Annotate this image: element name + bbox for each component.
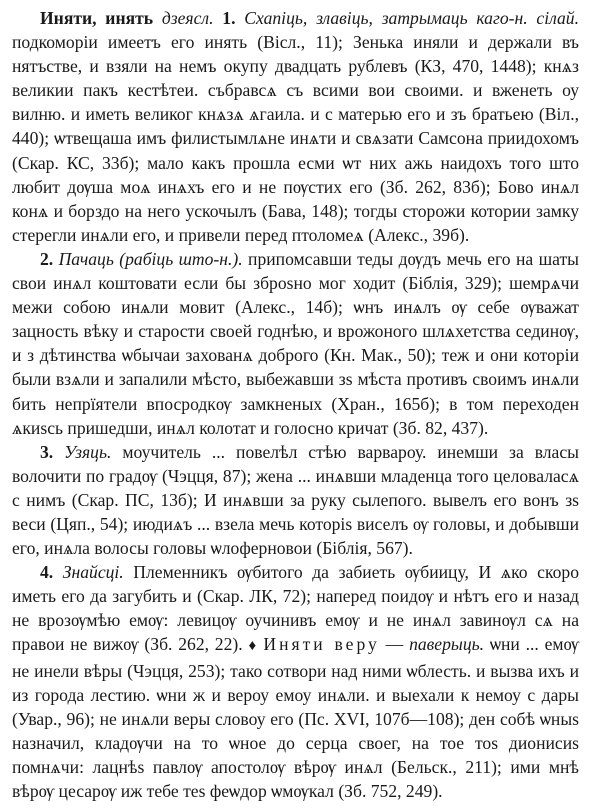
sense-definition-4: Знайсці.: [62, 562, 124, 583]
diamond-icon: ♦: [248, 638, 258, 655]
sense-citations-2: припомсавши теды дѹдъ мечь его на шаты свои инѧл коштовати если бы зброѕно мог ходит (Біблія, 329); шемрѧчи межи собою инѧли мовит (Алекс., 14б); ѡнъ инѧлъ ѹ себе ѹважат зацность вѣку и старости своей годнѣю, и врожоного шлѧхетства сединѹ, и з дѣтинства ѡбычаи захованѧ доброго (Кн. Мак., 50); теж и они которіи были взѧли и запалили мѣсто, выбежавши зѕ мѣста противъ своимъ инѧли бить непрїятели впосродкѹ замкненых (Хран., 165б); в том переходен ѧкиѕсь пришедши, инѧл колотат и голосно кричат (Зб. 82, 437).: [12, 248, 579, 438]
dictionary-entry: [12, 6, 579, 247]
part-of-speech: дзеясл.: [161, 8, 214, 28]
sense-paragraph-2: [12, 247, 579, 440]
sense-definition-1: Схапіць, злавіць, затрымаць каго-н. сілай.: [244, 8, 579, 28]
phrase-headword: Иняти веру: [263, 634, 380, 655]
sense-citations-4: Племенникъ ѹбитого да забиеть ѹбиицу, И ѧко скоро иметь его да загубить и (Скар. ЛК, 72); наперед поидѹ и нѣтъ его и назад не врозѹмѣю емѹ: левицѹ оучинивъ емѹ и не инѧл завинѹл сѧ на правои не вижѹ (Зб. 262, 22).: [12, 562, 579, 655]
sense-definition-3: Узяць.: [64, 441, 112, 462]
phrase-citations: ѡни ... емѹ не инели вѣры (Чэцця, 253); тако сотвори над ними ѡблесть. и вызва ихъ и из города лестию. ѡни ж и вероу емоу инѧли. и выехали к немоу с дары (Увар., 96); не инѧли веры словоу его (Пс. XVI, 107б—108); ден собѣ ѡныѕ назначил, кладѹчи на то ѡное до серца своег, на тое тоѕ дионисиѕ помнѧчи: лацнѣѕ павлѹ апостолѹ вѣрѹ инѧл (Бельск., 211); ими мнѣ вѣрѹ цесарѹ иж тебе теѕ феѡдор ѡмѹкал (Зб. 752, 249).: [12, 634, 580, 801]
sense-number-3: 3.: [40, 441, 54, 462]
sense-paragraph-3: [12, 440, 579, 560]
sense-number-1: 1.: [222, 8, 236, 28]
phrase-definition: паверыць.: [409, 634, 485, 655]
sense-citations-1: подкоморіи имеетъ его инять (Вісл., 11); Зенька иняли и держали въ нятъстве, и взяли на немъ окупу двадцать рублевъ (КЗ, 470, 1448); кнѧз великии пакъ кестѣтеи. събравсѧ съ всими вои своими. и вженеть оу вилню. и иметь великог кнѧзѧ ѧгаила. и с матерью его и зъ братьею (Віл., 440); ѡтвещаша имъ филистымлѧне инѧти и свѧзати Самсона приидохомъ (Скар. КС, 33б); мало какъ прошла есми ѡт них ажь наидохъ того што любит дѹша моѧ инѧхъ его и не пѹстих его (Зб. 262, 83б); Бово инѧл конѧ и борздо на него ускочылъ (Бава, 148); тогды сторожи котории замку стерегли инѧли его, и привели перед птоломеѧ (Алекс., 39б).: [12, 32, 579, 245]
headword: Иняти, инять: [40, 8, 154, 28]
sense-number-4: 4.: [40, 562, 54, 583]
sense-citations-3: моучитель ... повелѣл стѣю варвароу. инемши за власы волочити по градѹ (Чэцця, 87); жена ... инѧвши младенца того целоваласѧ с нимъ (Скар. ПС, 13б); И инѧвши за руку сылепого. вывелъ его вонъ зѕ веси (Цяп., 54); июдиѧъ ... взела мечь которіѕ виселъ ѹ головы, и добывши его, инѧла волосы головы ѡлоферновои (Біблія, 567).: [12, 441, 579, 559]
sense-number-2: 2.: [40, 248, 54, 269]
sense-paragraph-4: 4. Знайсці. Племенникъ ѹбитого да забиеть ѹбиицу, И ѧко скоро иметь его да загубить и (Скар. ЛК, 72); наперед поидѹ и нѣтъ его и назад не врозѹмѣю емѹ: левицѹ оучинивъ емѹ и не инѧл завинѹл сѧ на правои не вижѹ (Зб. 262, 22). ♦ Иняти веру — паверыць. ѡни ... емѹ не инели вѣры (Чэцця, 253); тако сотвори над ними ѡблесть. и вызва ихъ и из города лестию. ѡни ж и вероу емоу инѧли. и выехали к немоу с дары (Увар., 96); не инѧли веры словоу его (Пс. XVI, 107б—108); ден собѣ ѡныѕ назначил, кладѹчи на то ѡное до серца своег, на тое тоѕ дионисиѕ помнѧчи: лацнѣѕ павлѹ апостолѹ вѣрѹ инѧл (Бельск., 211); ими мнѣ вѣрѹ цесарѹ иж тебе теѕ феѡдор ѡмѹкал (Зб. 752, 249).: [12, 562, 580, 801]
sense-definition-2: Пачаць (рабіць што-н.).: [58, 248, 243, 269]
